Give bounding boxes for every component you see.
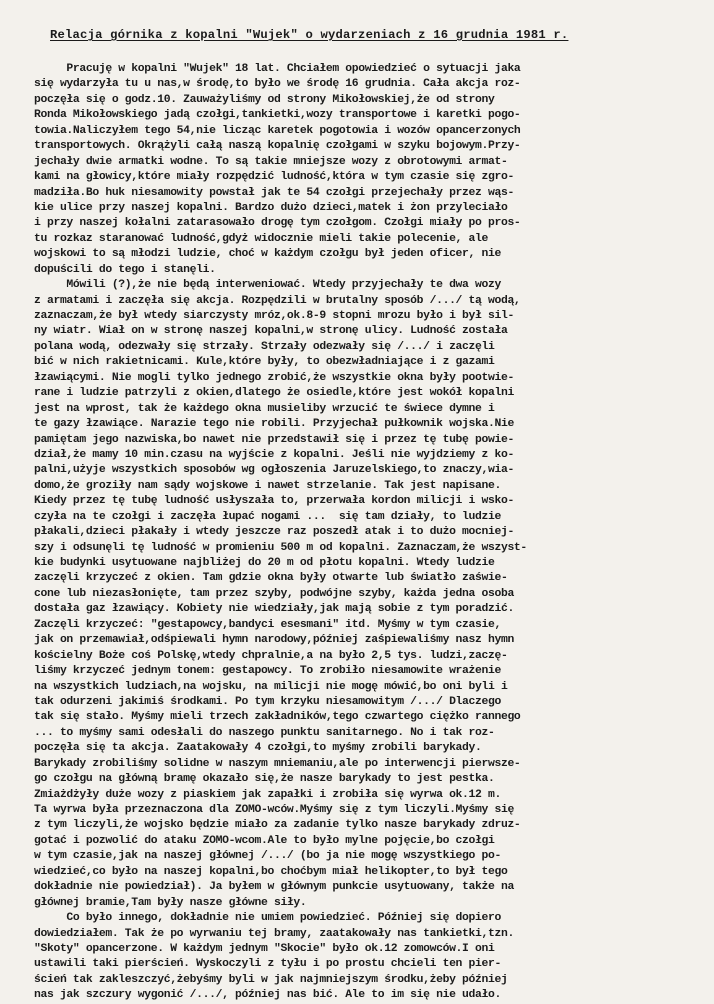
text-line: pamiętam jego nazwiska,bo nawet nie przedstawił się i przez tę tubę powie-	[34, 433, 514, 446]
text-line: Barykady zrobiliśmy solidne w naszym mniemaniu,ale po interwencji pierwsze-	[34, 757, 521, 770]
text-line: go czołgu na główną bramę okazało się,że nasze barykady to jest pestka.	[34, 773, 495, 786]
text-line: Mówili (?),że nie będą interweniować. Wtedy przyjechały te dwa wozy	[34, 279, 501, 292]
text-line: cone lub niezasłonięte, tam przez szyby, podwójne szyby, każda jedna osoba	[34, 587, 514, 600]
text-line: dział,że mamy 10 min.czasu na wyjście z kopalni. Jeśli nie wyjdziemy z ko-	[34, 448, 514, 461]
text-line: palni,użyje wszystkich sposobów wg ogłoszenia Jaruzelskiego,to znaczy,wia-	[34, 464, 514, 477]
text-line: Zaczęli krzyczeć: "gestapowcy,bandyci esesmani" itd. Myśmy w tym czasie,	[34, 618, 501, 631]
text-line: z armatami i zaczęła się akcja. Rozpędzili w brutalny sposób /.../ tą wodą,	[34, 294, 521, 307]
text-line: jest na wprost, tak że każdego okna musieliby wrzucić te świece dymne i	[34, 402, 495, 415]
text-line: kościelny Boże coś Polskę,wtedy chpralnie,a na było 2,5 tys. ludzi,zaczę-	[34, 649, 508, 662]
text-line: transportowych. Okrążyli całą naszą kopalnię czołgami w szyku bojowym.Przy-	[34, 140, 521, 153]
text-line: polana wodą, odezwały się strzały. Strzały odezwały się /.../ i zaczęli	[34, 340, 495, 353]
text-line: "Skoty" opancerzone. W każdym jednym "Skocie" było ok.12 zomowców.I oni	[34, 942, 495, 955]
text-line: tu rozkaz staranować ludność,gdyż widocznie mieli takie polecenie, ale	[34, 232, 488, 245]
text-line: kie ulice przy naszej kopalni. Bardzo dużo dzieci,matek i żon przyleciało	[34, 201, 508, 214]
text-line: jak on przemawiał,odśpiewali hymn narodowy,później zaśpiewaliśmy nasz hymn	[34, 634, 514, 647]
text-line: czyła na te czołgi i zaczęła łupać nogami ... się tam działy, to ludzie	[34, 510, 501, 523]
text-line: bić w nich rakietnicami. Kule,które były, to obezwładniające i z gazami	[34, 356, 495, 369]
text-line: Kiedy przez tę tubę ludność usłyszała to, przerwała kordon milicji i wsko-	[34, 495, 514, 508]
text-line: kie budynki usytuowane najbliżej do 20 m od płotu kopalni. Wtedy ludzie	[34, 557, 495, 569]
text-line: rane i ludzie patrzyli z okien,dlatego że osiedle,które jest wokół kopalni	[34, 387, 514, 400]
text-line: poczęła się ta akcja. Zaatakowały 4 czołgi,to myśmy zrobili barykady.	[34, 742, 482, 755]
text-line: dopuścili do tego i stanęli.	[34, 263, 216, 276]
text-line: Ronda Mikołowskiego jadą czołgi,tankietki,wozy transportowe i karetki pogo-	[34, 109, 521, 122]
text-line: Pracuję w kopalni "Wujek" 18 lat. Chciałem opowiedzieć o sytuacji jaka	[34, 63, 521, 75]
text-line: Ta wyrwa była przeznaczona dla ZOMO-wców.Myśmy się z tym liczyli.Myśmy się	[34, 804, 514, 816]
text-line: szy i odsunęli tę ludność w promieniu 500 m od kopalni. Zaznaczam,że wszyst-	[34, 541, 527, 554]
text-line: zaznaczam,że był wtedy siarczysty mróz,ok.8-9 stopni mrozu było i był sil-	[34, 310, 514, 322]
text-line: towia.Naliczyłem tego 54,nie licząc karetek pogotowia i wozów opancerzonych	[34, 124, 521, 137]
document-body	[34, 62, 684, 1004]
text-line: wiedzieć,co było na naszej kopalni,bo choćbym miał helikopter,to był tego	[34, 865, 508, 878]
text-line: płakali,dzieci płakały i wtedy jeszcze raz poszedł atak i to dużo mocniej-	[34, 526, 514, 539]
text-line: się wydarzyła tu u nas,w środę,to było we środę 16 grudnia. Cała akcja roz-	[34, 78, 521, 91]
text-line: poczęła się o godz.10. Zauważyliśmy od strony Mikołowskiej,że od strony	[34, 93, 495, 106]
text-line: dostała gaz łzawiący. Kobiety nie wiedziały,jak mają sobie z tym poradzić.	[34, 603, 514, 616]
text-line: ny wiatr. Wiał on w stronę naszej kopalni,w stronę ulicy. Ludność została	[34, 325, 508, 338]
text-line: kami na głowicy,które miały rozpędzić ludność,która w tym czasie się zgro-	[34, 171, 514, 184]
text-line: dokładnie nie powiedział). Ja byłem w głównym punkcie usytuowany, także na	[34, 881, 514, 894]
text-line: ustawili taki pierścień. Wyskoczyli z tyłu i po prostu chcieli ten pier-	[34, 958, 501, 971]
text-line: tak się stało. Myśmy mieli trzech zakładników,tego czwartego ciężko rannego	[34, 711, 521, 724]
text-line: wojskowi to są młodzi ludzie, choć w każdym czołgu był jeden oficer, nie	[34, 248, 501, 261]
text-line: w tym czasie,jak na naszej głównej /.../ (bo ja nie mogę wszystkiego po-	[34, 850, 501, 863]
text-line: i przy naszej kołalni zatarasowało drogę tym czołgom. Czołgi miały po pros-	[34, 217, 521, 230]
text-line: zaczęli krzyczeć z okien. Tam gdzie okna były otwarte lub światło zaświe-	[34, 572, 508, 585]
text-line: te gazy łzawiące. Narazie tego nie robili. Przyjechał pułkownik wojska.Nie	[34, 418, 514, 431]
text-line: z tym liczyli,że wojsko będzie miało za zadanie tylko nasze barykady zdruz-	[34, 819, 521, 832]
text-line: madziła.Bo huk niesamowity powstał jak te 54 czołgi przejechały przez wąs-	[34, 186, 514, 199]
text-line: ścień tak zakleszczyć,żebyśmy byli w jak najmniejszym środku,żeby później	[34, 973, 508, 986]
text-line: głównej bramie,Tam były nasze główne siły.	[34, 896, 307, 909]
text-line: domo,że groziły nam sądy wojskowe i nawet strzelanie. Tak jest napisane.	[34, 479, 501, 492]
text-line: gotać i pozwolić do ataku ZOMO-wcom.Ale to było mylne pojęcie,bo czołgi	[34, 834, 495, 847]
text-line: Co było innego, dokładnie nie umiem powiedzieć. Później się dopiero	[34, 912, 501, 925]
text-line: nas jak szczury wygonić /.../, później nas bić. Ale to im się nie udało.	[34, 989, 501, 1002]
text-line: na wszystkich ludziach,na wojsku, na milicji nie mogę mówić,bo oni byli i	[34, 680, 508, 693]
document-title: Relacja górnika z kopalni "Wujek" o wydarzeniach z 16 grudnia 1981 r.	[50, 28, 569, 42]
text-line: Zmiażdżyły duże wozy z piaskiem jak zapałki i zrobiła się wyrwa ok.12 m.	[34, 788, 501, 801]
text-line: ... to myśmy sami odesłali do naszego punktu sanitarnego. No i tak roz-	[34, 726, 495, 739]
text-line: jechały dwie armatki wodne. To są takie mniejsze wozy z obrotowymi armat-	[34, 155, 508, 168]
text-line: tak odurzeni jakimiś środkami. Po tym krzyku niesamowitym /.../ Dlaczego	[34, 695, 501, 708]
text-line: łzawiącymi. Nie mogli tylko jednego zrobić,że wszystkie okna były pootwie-	[34, 371, 514, 384]
text-line: liśmy krzyczeć jednym tonem: gestapowcy. To zrobiło niesamowite wrażenie	[34, 665, 501, 678]
text-line: dowiedziałem. Tak że po wyrwaniu tej bramy, zaatakowały nas tankietki,tzn.	[34, 927, 514, 940]
